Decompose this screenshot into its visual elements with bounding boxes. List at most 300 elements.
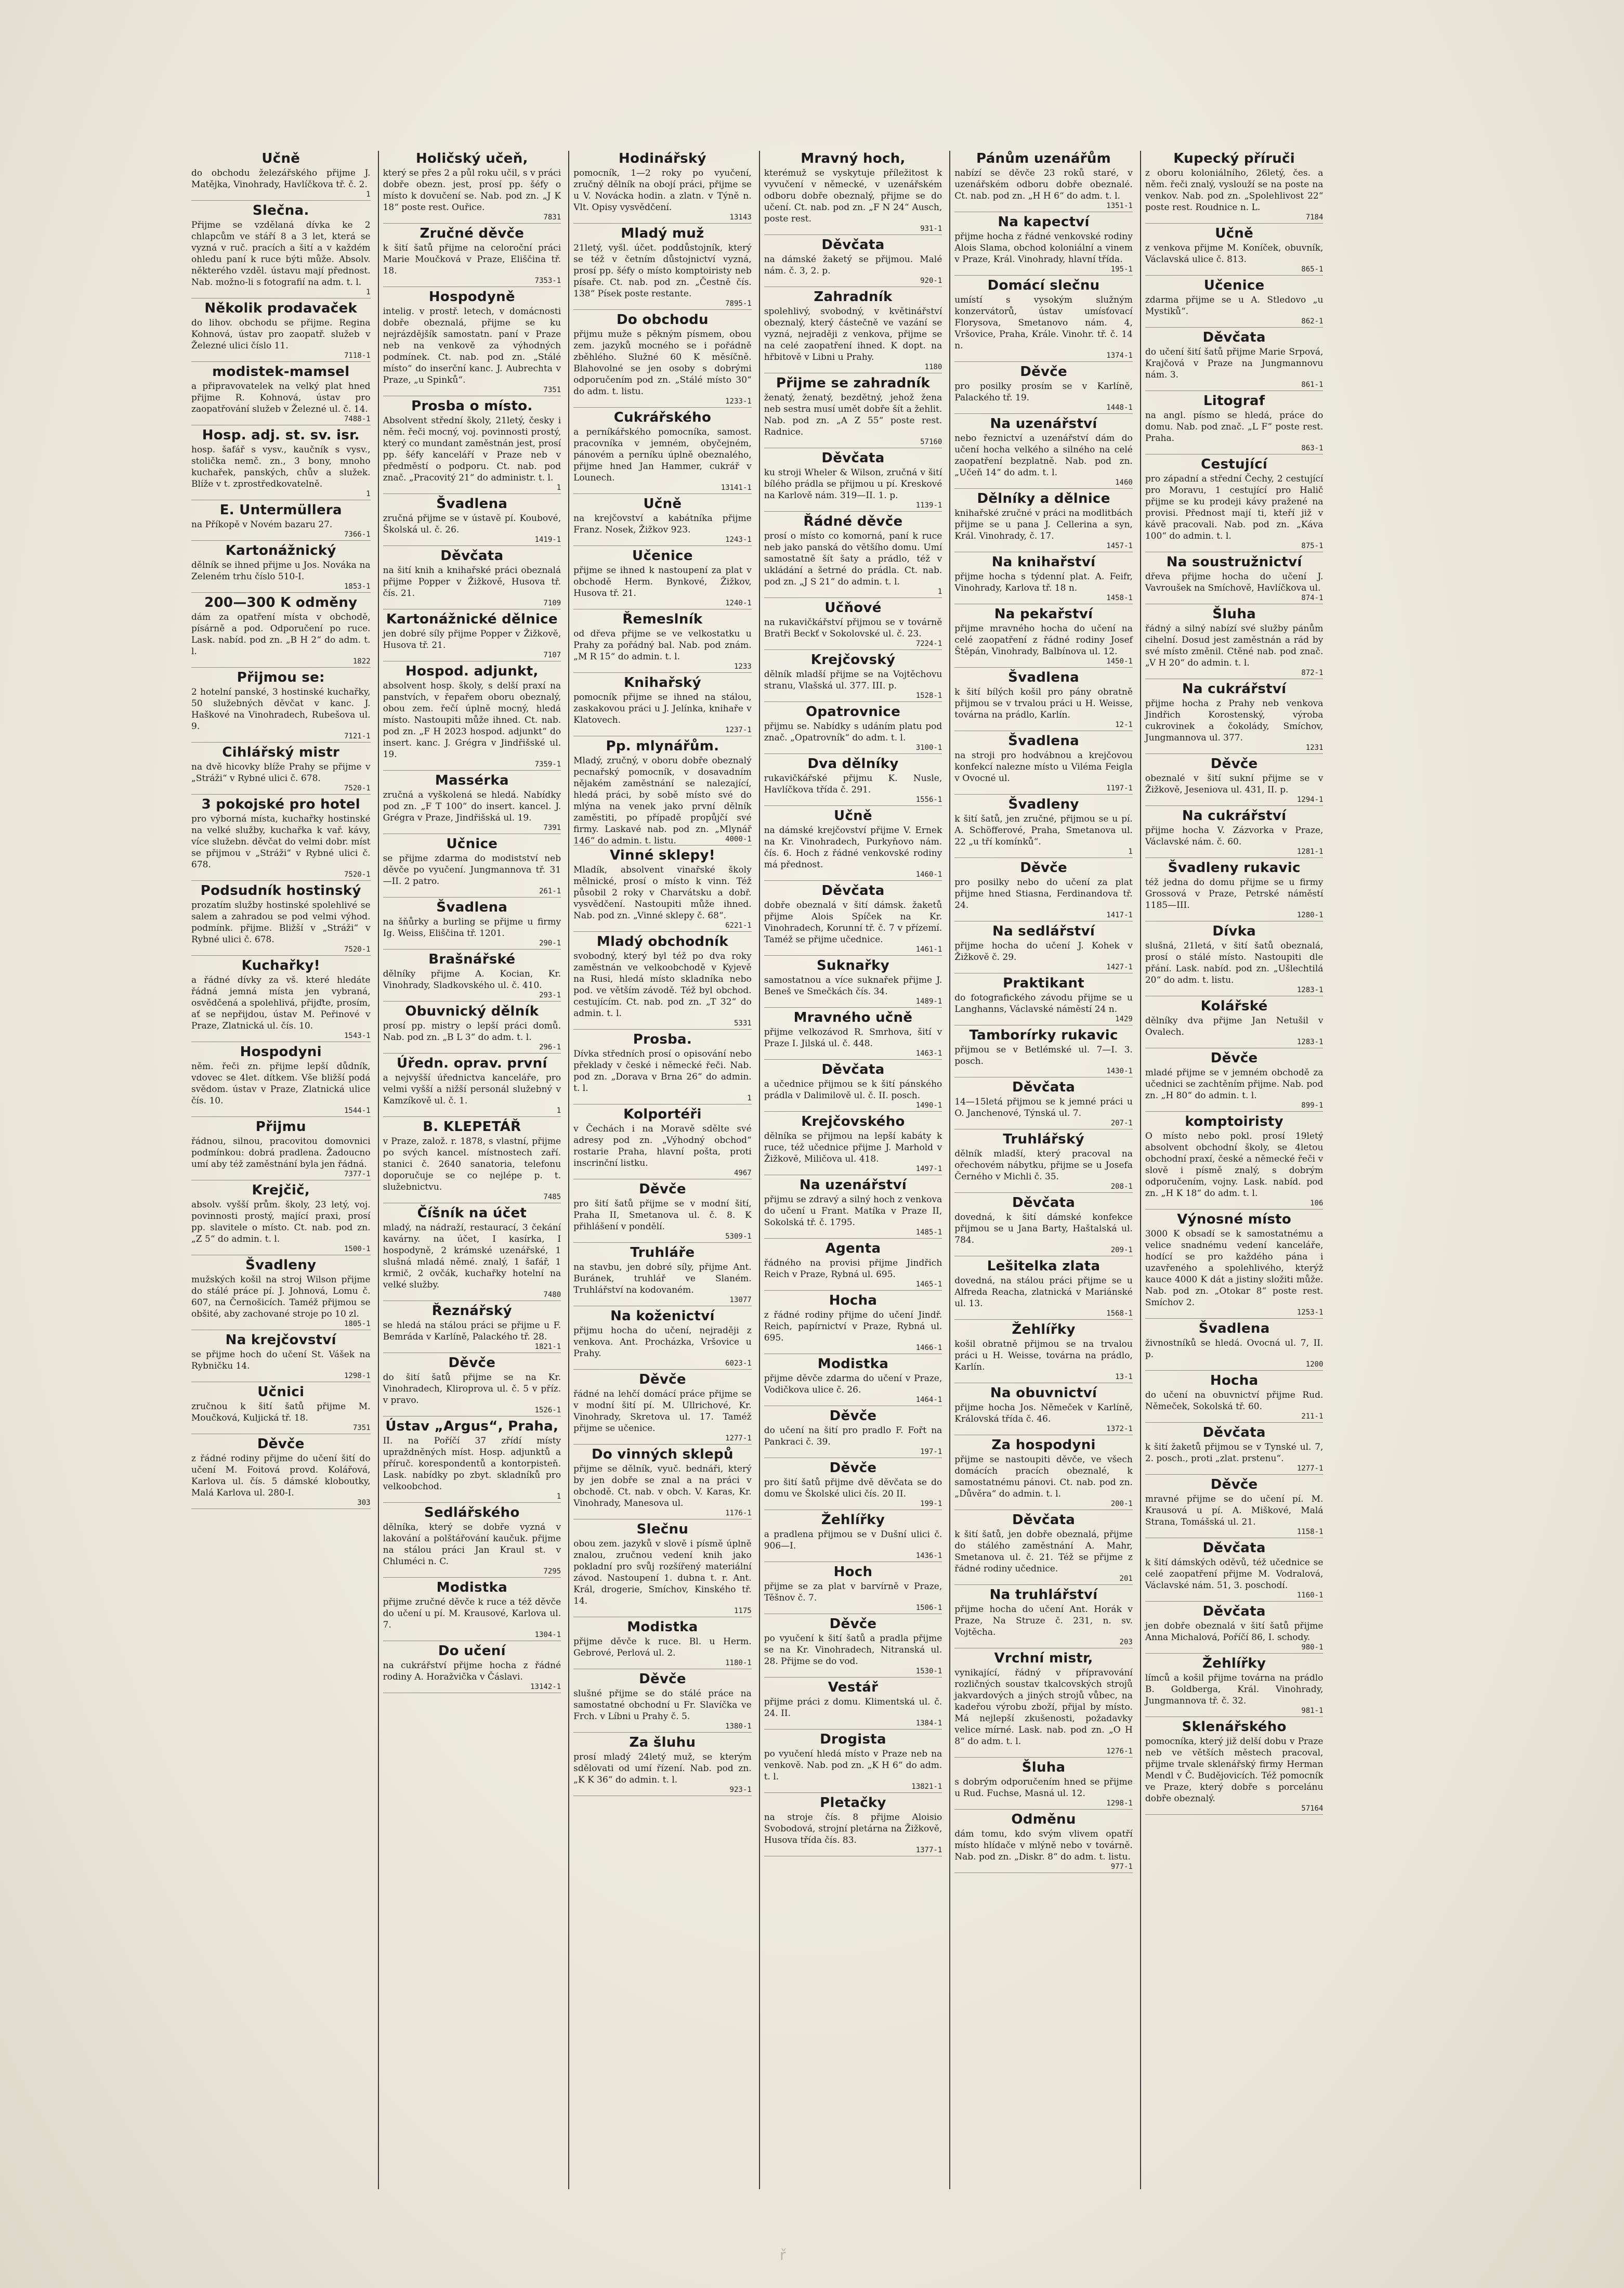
classified-ad xyxy=(573,226,752,310)
ad-code: 3100-1 xyxy=(915,744,942,752)
ad-code: 208-1 xyxy=(1110,1182,1133,1191)
ad-code: 7118-1 xyxy=(344,352,371,360)
ad-body: něm. řeči zn. přijme lepší důdník, vdovec se 4let. dítkem. Vše bližší podá svědom. ústav v Praze, Zlatnická ulice čís. 10. xyxy=(191,1061,371,1106)
ad-title: Řeznářský xyxy=(431,1303,512,1319)
ad-body: v Čechách i na Moravě sdělte své adresy pod zn. „Výhodný obchod“ rostarie Praha, hlavní pošta, proti inscrinční listku. xyxy=(573,1124,752,1168)
ad-body: na dvě hicovky blíže Prahy se přijme v „Stráži“ v Rybné ulici č. 678. xyxy=(191,762,371,784)
ad-title: Na pekařství xyxy=(994,606,1093,622)
ad-code: 209-1 xyxy=(1110,1246,1133,1254)
ad-title: Děvčata xyxy=(1012,1080,1076,1095)
ad-code: 1276-1 xyxy=(1106,1747,1133,1756)
ad-code: 7109 xyxy=(543,599,561,607)
classified-ad xyxy=(1145,1540,1324,1602)
classified-ad xyxy=(954,214,1133,276)
ad-code: 197-1 xyxy=(920,1448,942,1456)
ad-title: Přijme se zahradník xyxy=(776,375,931,391)
ad-body: na šňůrky a burling se přijme u firmy Ig. Weiss, Eliščina tř. 1201. xyxy=(383,917,561,939)
ad-title: Děvče xyxy=(829,1616,877,1632)
ad-body: přijmu se zdravý a silný hoch z venkova do učení u Frant. Matíka v Praze II, Sokolská tř. č. 1795. xyxy=(764,1194,942,1228)
ad-body: přijme hocha z řádné venkovské rodiny Alois Slama, obchod koloniální a vinem v Praze, Král. Vinohrady, hlavní třída. xyxy=(954,231,1133,265)
ad-body: se přijme hoch do učení St. Vášek na Rybničku 14. xyxy=(191,1349,371,1371)
ad-title: Přijmou se: xyxy=(237,670,325,685)
classified-ad xyxy=(1145,681,1324,754)
classified-ad xyxy=(191,203,371,298)
classified-ad xyxy=(764,237,942,287)
ad-code: 211-1 xyxy=(1301,1412,1324,1421)
ad-code: 1448-1 xyxy=(1106,404,1133,412)
ad-body: nebo řeznictví a uzenářství dám do učení hocha velkého a silného na celé zaopatření bezplatně. Nab. pod zn. „Učeň 14“ do adm. t. l. xyxy=(954,433,1133,478)
classified-ad xyxy=(191,151,371,201)
ad-title: Výnosné místo xyxy=(1177,1212,1292,1227)
ad-title: Agenta xyxy=(825,1241,881,1256)
ad-code: 1 xyxy=(1128,848,1133,856)
ad-body: pro západní a střední Čechy, 2 cestující pro Moravu, 1 cestující pro Halič přijme se ku prodeji kávy pražené na provisi. Přednost mají ti, kteří již v kávě pracovali. Nab. pod zn. „Káva 100“ do admin. t. l. xyxy=(1145,474,1324,541)
ad-code: 1568-1 xyxy=(1106,1309,1133,1318)
ad-code: 1233-1 xyxy=(725,397,752,406)
ad-title: Prosba o místo. xyxy=(411,398,533,414)
ad-code: 1175 xyxy=(734,1607,752,1615)
classified-ad xyxy=(1145,330,1324,391)
ad-title: Učenice xyxy=(1203,278,1265,293)
ad-code: 1464-1 xyxy=(915,1396,942,1404)
ad-code: 1384-1 xyxy=(915,1719,942,1727)
ad-code: 7359-1 xyxy=(534,760,561,769)
ad-title: Prosba. xyxy=(633,1032,692,1047)
ad-body: spolehlivý, svobodný, v květinářství obeznalý, který částečně ve vazání se vyzná, nejraději z venkova, přijme se na celé zaopatření ihned. K dopt. na hřbitově v Libni u Prahy. xyxy=(764,306,942,362)
classified-ad xyxy=(1145,1212,1324,1319)
classified-ad xyxy=(1145,1656,1324,1717)
ad-code: 1380-1 xyxy=(725,1722,752,1731)
ad-title: Úředn. oprav. první xyxy=(396,1056,547,1071)
ad-body: na šití knih a knihařské práci obeznalá přijme Popper v Žižkově, Husova tř. čís. 21. xyxy=(383,565,561,599)
classified-ad xyxy=(764,1010,942,1060)
ad-body: přijme děvče k ruce. Bl. u Herm. Gebrové, Perlová ul. 2. xyxy=(573,1636,752,1658)
classified-ad xyxy=(764,375,942,448)
classified-ad xyxy=(383,289,561,396)
ad-title: Švadlena xyxy=(1008,670,1079,685)
ad-code: 872-1 xyxy=(1301,669,1324,677)
ad-code: 1180-1 xyxy=(725,1659,752,1667)
ad-body: dělníka se přijmou na lepší kabáty k ruce, též učednice přijme J. Marhold v Žižkově, Miličova ul. 418. xyxy=(764,1131,942,1164)
ad-body: přijme hocha do učení J. Kohek v Žižkově č. 29. xyxy=(954,941,1133,963)
ad-title: Tamborírky rukavic xyxy=(969,1028,1118,1043)
classified-ad xyxy=(383,1056,561,1117)
ad-code: 7351 xyxy=(543,386,561,394)
classified-ad xyxy=(383,1205,561,1301)
ad-title: Děvčata xyxy=(440,548,504,564)
ad-code: 1 xyxy=(556,484,561,492)
classified-ad xyxy=(191,1332,371,1382)
ad-title: Hocha xyxy=(1210,1373,1259,1388)
ad-title: Šluha xyxy=(1212,606,1256,622)
ad-title: Krejčič, xyxy=(252,1182,310,1198)
ad-code: 13821-1 xyxy=(911,1783,942,1791)
classified-ad xyxy=(764,151,942,235)
ad-body: od dřeva přijme se ve velkostatku u Prahy za pořádný bal. Nab. pod znám. „M R 15“ do admin. t. l. xyxy=(573,629,752,662)
classified-ad xyxy=(954,1080,1133,1129)
ad-title: Kartonážnické dělnice xyxy=(386,612,558,627)
ad-title: Sedlářského xyxy=(424,1505,520,1520)
ad-title: Kuchařky! xyxy=(241,958,320,973)
ad-title: Učenice xyxy=(632,548,693,564)
ad-body: dobře obeznalá v šití dámsk. žaketů přijme Alois Spíček na Kr. Vinohradech, Korunní tř. č. 7 v přízemí. Taméž se přijme učednice. xyxy=(764,900,942,945)
ad-body: přijme práci z domu. Klimentská ul. č. 24. II. xyxy=(764,1697,942,1719)
ad-title: Děvčata xyxy=(821,1062,885,1077)
ad-title: Podsudník hostinský xyxy=(200,883,361,899)
classified-ad xyxy=(954,1437,1133,1510)
classified-ad xyxy=(573,848,752,932)
ad-code: 5331 xyxy=(734,1019,752,1028)
ad-code: 1528-1 xyxy=(915,692,942,700)
ad-code: 1822 xyxy=(352,657,371,666)
ad-code: 863-1 xyxy=(1301,444,1324,452)
ad-code: 106 xyxy=(1310,1199,1324,1207)
classified-ad xyxy=(191,958,371,1042)
ad-body: a pradlena přijmou se v Dušní ulici č. 906—I. xyxy=(764,1529,942,1551)
ad-body: obou zem. jazyků v slově i písmě úplně znalou, zručnou vedení knih jako pokladní pro svůj rozšířený materiální závod. Nastoupení 1. dubna t. r. Ant. Král, drogerie, Smíchov, Kinského tř. 14. xyxy=(573,1539,752,1606)
ad-code: 1231 xyxy=(1305,744,1324,752)
ad-title: Učnici xyxy=(257,1384,305,1400)
classified-ad xyxy=(954,976,1133,1025)
ad-title: Cukrářského xyxy=(613,410,712,425)
ad-title: Pp. mlynářům. xyxy=(606,738,719,754)
ad-title: Kartonážnický xyxy=(225,543,336,558)
ad-title: Na koženictví xyxy=(610,1308,715,1324)
ad-body: dovedná, na stálou práci přijme se u Alfreda Reacha, zlatnická v Mariánské ul. 13. xyxy=(954,1276,1133,1309)
ad-code: 1374-1 xyxy=(1106,352,1133,360)
classified-column xyxy=(568,151,756,2189)
ad-body: do obchodu železářského přijme J. Matějka, Vinohrady, Havlíčkova tř. č. 2. xyxy=(191,168,371,190)
ad-body: s dobrým odporučením hned se přijme u Rud. Fuchse, Masná ul. 12. xyxy=(954,1777,1133,1799)
ad-code: 13141-1 xyxy=(721,484,752,492)
classified-ad xyxy=(1145,860,1324,921)
ad-title: Lešitelka zlata xyxy=(987,1258,1101,1274)
ad-body: k šití šatů, jen zručné, přijmou se u pí. A. Schöfferové, Praha, Smetanova ul. 22 „u tří komínků“. xyxy=(954,814,1133,847)
ad-body: Mladý, zručný, v oboru dobře obeznalý pecnařský pomocník, v dosavadním nějakém zaměstnání se nalezající, hledá práci, by sobě místo své do mlýna na venek jako první dělník zaměstiti, po případě propůjčí své firmy. Laskavé nab. pod zn. „Mlynář 146“ do admin. t. listu. xyxy=(573,756,752,846)
ad-title: Švadlena xyxy=(1008,733,1079,749)
ad-code: 1458-1 xyxy=(1106,594,1133,602)
ad-code: 200-1 xyxy=(1110,1500,1133,1508)
ad-body: z venkova přijme M. Koníček, obuvník, Václavská ulice č. 813. xyxy=(1145,243,1324,265)
ad-code: 1465-1 xyxy=(915,1280,942,1289)
ad-code: 1436-1 xyxy=(915,1552,942,1560)
classified-ad xyxy=(383,1643,561,1693)
classified-ad xyxy=(954,1258,1133,1320)
ad-body: obeznalé v šití sukní přijme se v Žižkově, Jeseniova ul. 431, II. p. xyxy=(1145,773,1324,795)
ad-body: pomocníka, který již delší dobu v Praze neb ve větších městech pracoval, přijme trvale sklenářský firmy Herman Mendl v Č. Budějovicích. Též pomocník ve Praze, který dobře s porcelánu dobře obeznalý. xyxy=(1145,1736,1324,1804)
classified-column xyxy=(949,151,1137,2189)
ad-body: prosí pp. mistry o lepší práci domů. Nab. pod zn. „B L 3“ do adm. t. l. xyxy=(383,1021,561,1043)
ad-body: umístí s vysokým služným konzervátorů, ústav umísťovací Florysova, Smetanovo nám. 4, Vršovice, Praha, Krále. Vinohr. tř. č. 14 n. xyxy=(954,295,1133,351)
ad-body: pomocník, 1—2 roky po vyučení, zručný dělník na obojí práci, přijme se u V. Novácka hodin. a zlatn. v Týně n. Vlt. Opisy vysvědčení. xyxy=(573,168,752,213)
ad-code: 13-1 xyxy=(1115,1373,1133,1381)
ad-code: 1497-1 xyxy=(915,1165,942,1173)
ad-body: po vyučení k šití šatů a pradla přijme se na Kr. Vinohradech, Nitranská ul. 28. Přijme se do vod. xyxy=(764,1633,942,1667)
ad-code: 1280-1 xyxy=(1296,911,1324,919)
ad-title: Dva dělníky xyxy=(807,756,899,772)
ad-code: 1490-1 xyxy=(915,1101,942,1110)
classified-ad xyxy=(191,1384,371,1434)
classified-ad xyxy=(954,554,1133,604)
ad-title: Kupecký příruči xyxy=(1173,151,1295,166)
ad-body: slušné přijme se do stálé práce na samostatné obchodní u Fr. Slavíčka ve Frch. v Líbni u Prahy č. 5. xyxy=(573,1688,752,1722)
ad-title: Mravného učně xyxy=(793,1010,913,1025)
ad-body: na angl. písmo se hledá, práce do domu. Nab. pod znač. „L F“ poste rest. Praha. xyxy=(1145,410,1324,444)
ad-body: do šití šatů přijme se na Kr. Vinohradech, Kliroprova ul. č. 5 v příz. v pravo. xyxy=(383,1372,561,1406)
classified-ad xyxy=(383,773,561,834)
classified-ad xyxy=(383,548,561,609)
ad-code: 7295 xyxy=(543,1567,561,1576)
ad-body: dřeva přijme hocha do učení J. Vavroušek na Smíchově, Havlíčkova ul. xyxy=(1145,571,1324,593)
ad-code: 1463-1 xyxy=(915,1049,942,1058)
classified-ad xyxy=(954,151,1133,212)
ad-body: zručná přijme se v ústavě pí. Koubové, Školská ul. č. 26. xyxy=(383,513,561,535)
ad-title: Opatrovnice xyxy=(805,704,901,720)
classified-ad xyxy=(573,496,752,546)
ad-code: 1429 xyxy=(1115,1015,1133,1023)
classified-ad xyxy=(383,1580,561,1641)
classified-ad xyxy=(764,1680,942,1730)
classified-ad xyxy=(383,1119,561,1203)
ad-code: 1430-1 xyxy=(1106,1067,1133,1075)
ad-title: Děvče xyxy=(448,1355,496,1371)
classified-ad xyxy=(383,900,561,950)
classified-ad xyxy=(1145,457,1324,552)
ad-title: Dělníky a dělnice xyxy=(977,491,1110,506)
ad-code: 862-1 xyxy=(1301,317,1324,326)
ad-code: 261-1 xyxy=(539,887,561,895)
classified-ad xyxy=(573,1372,752,1445)
ad-title: Mladý obchodník xyxy=(596,934,728,950)
ad-title: Na uzenářství xyxy=(990,416,1097,432)
classified-ad xyxy=(1145,554,1324,604)
classified-ad xyxy=(383,612,561,661)
ad-body: k šití šatů, jen dobře obeznalá, přijme do stálého zaměstnání A. Mahr, Smetanova ul. č. 21. Též se přijme z řádné rodiny učednice. xyxy=(954,1529,1133,1574)
classified-ad xyxy=(191,745,371,795)
ad-body: do učení na šití pro pradlo F. Fořt na Pankraci č. 39. xyxy=(764,1425,942,1447)
ad-body: ženatý, ženatý, bezdětný, jehož žena neb sestra musí umět dobře šít a žehlit. Nab. pod zn. „A Z 55“ poste rest. Radnice. xyxy=(764,393,942,437)
classified-column xyxy=(759,151,947,2189)
classified-ad xyxy=(573,151,752,224)
ad-code: 5309-1 xyxy=(725,1232,752,1241)
ad-code: 1556-1 xyxy=(915,796,942,804)
ad-code: 1253-1 xyxy=(1296,1308,1324,1317)
ad-body: přijmu muže s pěkným písmem, obou zem. jazyků mocného se i pořádně zběhlého. Služné 60 K měsíčně. Blahovolné se jen osoby s dobrými odporučením pod zn. „Stálé místo 30“ do adm. t. listu. xyxy=(573,329,752,397)
ad-body: Přijme se vzdělaná dívka ke 2 chlapcům ve stáří 8 a 3 let, která se vyzná v ruč. pracích a šití a v každém ohledu paní k ruce býti může. Absolv. některého vzděl. ústavu mají přednost. Nab. možno-li s fotografií na adm. t. l. xyxy=(191,220,371,288)
classified-ad xyxy=(764,1177,942,1239)
ad-title: Děvčata xyxy=(1012,1195,1076,1211)
classified-ad xyxy=(954,1132,1133,1193)
ad-body: a učednice přijmou se k šití pánského prádla v Dalimilově ul. č. II. posch. xyxy=(764,1079,942,1101)
ad-title: Hospodyně xyxy=(428,289,515,305)
classified-ad xyxy=(383,1303,561,1353)
classified-ad xyxy=(954,606,1133,668)
ad-body: na dámské žaketý se přijmou. Malé nám. č. 3, 2. p. xyxy=(764,254,942,276)
ad-title: Děvče xyxy=(639,1181,686,1197)
ad-body: přijme se ihned k nastoupení za plat v obchodě Herm. Bynkové, Žižkov, Husova tř. 21. xyxy=(573,565,752,599)
ad-body: absolv. vyšší prům. školy, 23 letý, voj. povinnosti prostý, mající praxi, prosí pp. slavitele o místo. Ct. nab. pod zn. „Z 5“ do admin. t. l. xyxy=(191,1200,371,1244)
classified-ad xyxy=(764,704,942,754)
ad-title: Hosp. adj. st. sv. isr. xyxy=(202,427,360,443)
ad-title: modistek-mamsel xyxy=(212,364,350,380)
ad-body: jen dobře obeznalá v šití šatů přijme Anna Michalová, Poříčí 86, I. schody. xyxy=(1145,1621,1324,1643)
ad-code: 7366-1 xyxy=(344,530,371,539)
classified-ad xyxy=(764,1616,942,1678)
ad-title: Praktikant xyxy=(1003,976,1084,991)
ad-body: v Praze, založ. r. 1878, s vlastní, přijme po svých kancel. místnostech zaří. stanici č. 2640 sanatoria, telefonu doporučuje se co nejlépe p. t. služebnictvu. xyxy=(383,1136,561,1192)
ad-title: Učňové xyxy=(824,600,882,616)
ad-code: 1176-1 xyxy=(725,1509,752,1517)
ad-code: 7391 xyxy=(543,824,561,832)
classified-ad xyxy=(954,1195,1133,1256)
ad-body: přijme hocha V. Zázvorka v Praze, Václavské nám. č. 60. xyxy=(1145,825,1324,847)
ad-body: řádné na lehčí domácí práce přijme se v modní šití pí. M. Ullrichové, Kr. Vinohrady, Skretova ul. 17. Taméž přijme se učenice. xyxy=(573,1389,752,1434)
ad-body: absolvent hosp. školy, s delší praxí na panstvích, v řepařem oboru obeznalý, obou zem. řečí úplně mocný, hledá místo. Nastoupiti může ihned. Ct. nab. pod zn. „F H 2023 hospod. adjunkt“ do insert. kanc. J. Grégra v Jindřišské ul. 19. xyxy=(383,681,561,760)
ad-code: 1544-1 xyxy=(344,1107,371,1115)
ad-title: Cihlářský mistr xyxy=(222,745,340,760)
classified-ad xyxy=(383,836,561,898)
ad-title: Kolářské xyxy=(1200,998,1268,1014)
ad-code: 1 xyxy=(366,190,371,199)
ad-body: též jedna do domu přijme se u firmy Grossová v Praze, Petrské náměstí 1185—III. xyxy=(1145,877,1324,911)
classified-ad xyxy=(954,1760,1133,1810)
ad-code: 1277-1 xyxy=(1296,1464,1324,1473)
ad-body: 21letý, vyšl. účet. poddůstojník, který se též v četním důstojnictví vyzná, prosí pp. šéfy o místo komptoiristy neb písaře. Ct. nab. pod zn. „Čestně čís. 138“ Písek poste restante. xyxy=(573,243,752,299)
ad-title: Na krejčovství xyxy=(225,1332,336,1348)
ad-body: mravné přijme se do učení pí. M. Krausová u pí. A. Miškové, Malá Strana, Tomášská ul. 21. xyxy=(1145,1494,1324,1527)
ad-body: do fotografického závodu přijme se u Langhanns, Václavské náměstí 24 n. xyxy=(954,993,1133,1015)
ad-body: přijmu se. Nabídky s udáním platu pod znač. „Opatrovník“ do adm. t. l. xyxy=(764,721,942,743)
ad-code: 1283-1 xyxy=(1296,1038,1324,1046)
classified-ad xyxy=(191,797,371,881)
classified-ad xyxy=(764,1241,942,1291)
classified-ad xyxy=(573,1032,752,1104)
classified-ad xyxy=(1145,1604,1324,1654)
ad-title: Hodinářský xyxy=(619,151,706,166)
classified-ad xyxy=(383,496,561,546)
ad-body: přijme hocha do učení Ant. Horák v Praze, Na Struze č. 231, n. sv. Vojtěcha. xyxy=(954,1604,1133,1637)
ad-code: 4967 xyxy=(734,1169,752,1177)
ad-body: svobodný, který byl též po dva roky zaměstnán ve velkoobchodě v Kyjevě na Rusi, hledá místo skladníka nebo pod. ve větším závodě. Též byl obchod. cestujícím. Ct. nab. pod zn. „T 32“ do admin. t. l. xyxy=(573,951,752,1019)
ad-code: 1160-1 xyxy=(1296,1591,1324,1600)
ad-code: 1283-1 xyxy=(1296,986,1324,994)
classified-ad xyxy=(764,1732,942,1793)
classified-ad xyxy=(191,543,371,593)
ad-code: 290-1 xyxy=(539,939,561,947)
ad-body: pomocník přijme se ihned na stálou, zaskakovou práci u J. Jelínka, knihaře v Klatovech. xyxy=(573,692,752,725)
ad-title: Šluha xyxy=(1021,1760,1066,1775)
ad-title: Na sedlářství xyxy=(992,924,1095,939)
ad-body: pro výborná místa, kuchařky hostinské na velké služby, kuchařka k vař. kávy, více služebn. děvčat do velmi dobr. míst se přijmou v „Stráži“ v Rybné ulici č. 678. xyxy=(191,814,371,870)
ad-title: Na knihařství xyxy=(991,554,1096,570)
ad-body: na Příkopě v Novém bazaru 27. xyxy=(191,519,333,530)
ad-body: dělníky dva přijme Jan Netušil v Ovalech. xyxy=(1145,1016,1324,1037)
ad-title: Děvčata xyxy=(1202,1540,1266,1556)
ad-body: na dámské krejčovství přijme V. Ernek na Kr. Vinohradech, Purkyňovo nám. čís. 6. Hoch z řádné venkovské rodiny má přednost. xyxy=(764,825,942,870)
ad-code: 1 xyxy=(556,1107,561,1115)
ad-code: 7831 xyxy=(543,213,561,222)
ad-code: 1200 xyxy=(1305,1360,1324,1369)
classified-ad xyxy=(1145,808,1324,858)
classified-ad xyxy=(1145,1050,1324,1112)
ad-body: prosí mladý 24letý muž, se kterým sdělovati od umí řízení. Nab. pod zn. „K K 36“ do admin. t. l. xyxy=(573,1752,752,1785)
ad-body: dělník mladší, který pracoval na ořechovém nábytku, přijme se u Josefa Černého v Michli č. 35. xyxy=(954,1149,1133,1182)
ad-code: 6221-1 xyxy=(725,921,752,930)
classified-ad xyxy=(383,1004,561,1054)
ad-code: 1294-1 xyxy=(1296,796,1324,804)
classified-ad xyxy=(1145,1321,1324,1371)
classified-ad xyxy=(764,514,942,598)
classified-ad xyxy=(191,1257,371,1330)
classified-ad xyxy=(573,1181,752,1243)
ad-code: 1821-1 xyxy=(534,1343,561,1351)
ad-code: 1466-1 xyxy=(915,1344,942,1352)
classified-ad xyxy=(383,226,561,287)
ad-body: přijme hocha s týdenní plat. A. Feifr, Vinohrady, Karlova tř. 18 n. xyxy=(954,571,1133,593)
ad-body: hosp. šafář s vysv., kaučník s vysv., stolička nemč. zn., 3 bony, mnoho kuchařek, panských, chův a služek. Blíže v t. zprostředkovatelně. xyxy=(191,445,371,489)
ad-title: Brašnářské xyxy=(428,952,516,967)
ad-body: do lihov. obchodu se přijme. Regina Kohnová, ústav pro zaopatř. služeb v Železné ulici číslo 11. xyxy=(191,318,371,351)
ad-title: Učně xyxy=(643,496,682,512)
ad-title: Hospod. adjunkt, xyxy=(405,664,539,679)
ad-code: 13143 xyxy=(729,213,752,222)
ad-body: nabízí se děvče 23 roků staré, v uzenářském odboru dobře obeznalé. Ct. nab. pod zn. „H H 6“ do adm. t. l. xyxy=(954,168,1133,201)
ad-body: dělník se ihned přijme u Jos. Nováka na Zeleném trhu číslo 510-I. xyxy=(191,560,371,582)
classified-ad xyxy=(191,595,371,668)
ad-code: 7377-1 xyxy=(344,1170,371,1178)
classified-ad xyxy=(764,883,942,956)
ad-code: 874-1 xyxy=(1301,594,1324,602)
classified-ad xyxy=(1145,278,1324,328)
classified-ad xyxy=(764,450,942,512)
ad-title: Zahradník xyxy=(814,289,893,305)
ad-title: Massérka xyxy=(435,773,509,788)
ad-body: 14—15letá přijmou se k jemné práci u O. Janchenové, Týnská ul. 7. xyxy=(954,1097,1133,1119)
ad-code: 981-1 xyxy=(1301,1707,1324,1715)
classified-ad xyxy=(573,612,752,673)
ad-code: 1 xyxy=(556,1492,561,1501)
ad-title: Drogista xyxy=(820,1732,886,1747)
ad-body: přijme hocha Jos. Němeček v Karlíně, Královská třída č. 46. xyxy=(954,1402,1133,1424)
ad-body: na rukavičkářství přijmou se v továrně Bratři Beckť v Sokolovské ul. č. 23. xyxy=(764,617,942,639)
ad-title: Domácí slečnu xyxy=(987,278,1100,293)
ad-code: 1543-1 xyxy=(344,1032,371,1040)
classified-ad xyxy=(191,883,371,956)
ad-code: 13142-1 xyxy=(530,1683,561,1691)
ad-title: Hoch xyxy=(833,1564,873,1580)
classified-ad xyxy=(954,1028,1133,1077)
ad-code: 7520-1 xyxy=(344,784,371,792)
ad-title: Žehlířky xyxy=(1012,1322,1076,1337)
classified-ad xyxy=(764,289,942,373)
ad-body: slušná, 21letá, v šití šatů obeznalá, prosí o stálé místo. Nastoupiti dle přání. Lask. nabíd. pod zn. „Ušlechtilá 20“ do adm. t. listu. xyxy=(1145,941,1324,985)
ad-code: 1853-1 xyxy=(344,582,371,591)
ad-body: na krejčovství a kabátníka přijme Franz. Nosek, Žižkov 923. xyxy=(573,513,752,535)
classified-ad xyxy=(954,860,1133,921)
ad-code: 1419-1 xyxy=(534,536,561,544)
classified-ad xyxy=(954,1812,1133,1873)
ad-title: Na truhlářství xyxy=(989,1587,1098,1603)
ad-title: Děvčata xyxy=(821,883,885,899)
classified-ad xyxy=(573,1671,752,1733)
ad-title: Na cukrářství xyxy=(1182,681,1287,697)
ad-title: Pletačky xyxy=(820,1795,886,1811)
classified-ad xyxy=(764,1564,942,1614)
classified-ad xyxy=(191,301,371,362)
ad-title: Švadlena xyxy=(436,496,508,512)
ad-title: Řádné děvče xyxy=(803,514,903,529)
ad-title: Za hospodyni xyxy=(991,1437,1096,1453)
